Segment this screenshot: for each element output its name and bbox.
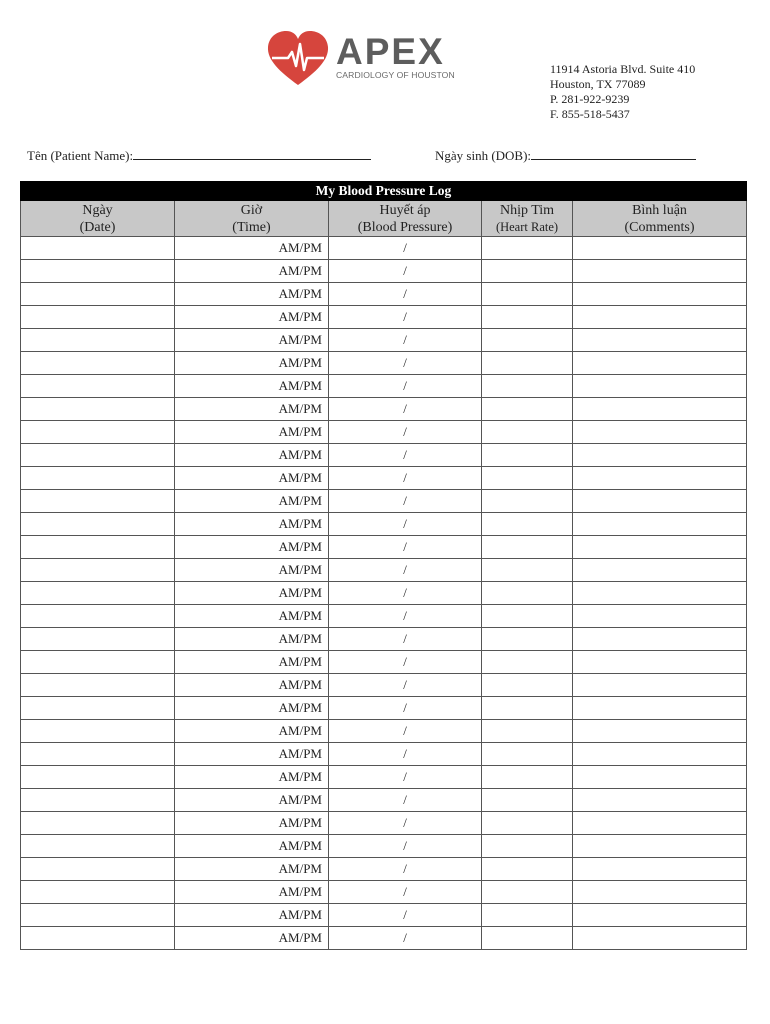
date-cell[interactable]: [21, 467, 175, 490]
table-row: [21, 674, 747, 697]
comments-cell[interactable]: [573, 536, 747, 559]
blood-pressure-cell[interactable]: /: [329, 582, 482, 605]
table-row: [21, 881, 747, 904]
heart-rate-cell[interactable]: [482, 858, 573, 881]
blood-pressure-cell[interactable]: /: [329, 352, 482, 375]
blood-pressure-cell[interactable]: /: [329, 237, 482, 260]
heart-rate-cell[interactable]: [482, 743, 573, 766]
comments-cell[interactable]: [573, 812, 747, 835]
date-cell[interactable]: [21, 789, 175, 812]
date-cell[interactable]: [21, 559, 175, 582]
heart-rate-cell[interactable]: [482, 881, 573, 904]
table-row: [21, 421, 747, 444]
date-cell[interactable]: [21, 812, 175, 835]
blood-pressure-cell[interactable]: /: [329, 421, 482, 444]
table-row: [21, 858, 747, 881]
brand-name: APEX: [336, 31, 445, 72]
comments-cell[interactable]: [573, 260, 747, 283]
comments-cell[interactable]: [573, 858, 747, 881]
table-row: [21, 467, 747, 490]
blood-pressure-cell[interactable]: /: [329, 789, 482, 812]
table-row: [21, 720, 747, 743]
blood-pressure-cell[interactable]: /: [329, 559, 482, 582]
date-cell[interactable]: [21, 237, 175, 260]
table-row: [21, 697, 747, 720]
time-cell[interactable]: AM/PM: [175, 490, 329, 513]
heart-rate-cell[interactable]: [482, 306, 573, 329]
time-cell[interactable]: AM/PM: [175, 467, 329, 490]
column-header-date: Ngày (Date): [21, 201, 175, 237]
comments-cell[interactable]: [573, 237, 747, 260]
date-cell[interactable]: [21, 881, 175, 904]
heart-rate-cell[interactable]: [482, 835, 573, 858]
date-cell[interactable]: [21, 352, 175, 375]
comments-cell[interactable]: [573, 835, 747, 858]
time-cell[interactable]: AM/PM: [175, 812, 329, 835]
time-cell[interactable]: AM/PM: [175, 398, 329, 421]
date-cell[interactable]: [21, 904, 175, 927]
date-cell[interactable]: [21, 766, 175, 789]
blood-pressure-cell[interactable]: /: [329, 674, 482, 697]
table-row: [21, 904, 747, 927]
date-cell[interactable]: [21, 651, 175, 674]
table-row: [21, 927, 747, 950]
heart-rate-cell[interactable]: [482, 559, 573, 582]
time-cell[interactable]: AM/PM: [175, 927, 329, 950]
blood-pressure-cell[interactable]: /: [329, 766, 482, 789]
blood-pressure-cell[interactable]: /: [329, 398, 482, 421]
heart-rate-cell[interactable]: [482, 260, 573, 283]
heart-rate-cell[interactable]: [482, 398, 573, 421]
column-header-heart-rate: Nhịp Tim (Heart Rate): [482, 201, 573, 237]
comments-cell[interactable]: [573, 421, 747, 444]
table-row: [21, 237, 747, 260]
time-cell[interactable]: AM/PM: [175, 697, 329, 720]
date-cell[interactable]: [21, 421, 175, 444]
blood-pressure-cell[interactable]: /: [329, 835, 482, 858]
time-cell[interactable]: AM/PM: [175, 835, 329, 858]
date-cell[interactable]: [21, 582, 175, 605]
heart-rate-cell[interactable]: [482, 237, 573, 260]
blood-pressure-cell[interactable]: /: [329, 697, 482, 720]
comments-cell[interactable]: [573, 329, 747, 352]
heart-rate-cell[interactable]: [482, 605, 573, 628]
patient-name-blank[interactable]: [133, 149, 371, 160]
heart-rate-cell[interactable]: [482, 789, 573, 812]
date-cell[interactable]: [21, 605, 175, 628]
comments-cell[interactable]: [573, 628, 747, 651]
time-cell[interactable]: AM/PM: [175, 904, 329, 927]
comments-cell[interactable]: [573, 927, 747, 950]
time-cell[interactable]: AM/PM: [175, 513, 329, 536]
date-cell[interactable]: [21, 697, 175, 720]
blood-pressure-cell[interactable]: /: [329, 375, 482, 398]
blood-pressure-cell[interactable]: /: [329, 651, 482, 674]
time-cell[interactable]: AM/PM: [175, 352, 329, 375]
dob-label: Ngày sinh (DOB):: [435, 148, 532, 163]
table-row: [21, 352, 747, 375]
time-cell[interactable]: AM/PM: [175, 421, 329, 444]
comments-cell[interactable]: [573, 375, 747, 398]
blood-pressure-cell[interactable]: /: [329, 628, 482, 651]
heart-rate-cell[interactable]: [482, 490, 573, 513]
comments-cell[interactable]: [573, 789, 747, 812]
heart-rate-cell[interactable]: [482, 375, 573, 398]
blood-pressure-cell[interactable]: /: [329, 812, 482, 835]
heart-rate-cell[interactable]: [482, 467, 573, 490]
time-cell[interactable]: AM/PM: [175, 720, 329, 743]
blood-pressure-cell[interactable]: /: [329, 881, 482, 904]
time-cell[interactable]: AM/PM: [175, 766, 329, 789]
table-row: [21, 444, 747, 467]
table-row: [21, 789, 747, 812]
column-header-blood-pressure: Huyết áp (Blood Pressure): [329, 201, 482, 237]
comments-cell[interactable]: [573, 766, 747, 789]
blood-pressure-cell[interactable]: /: [329, 467, 482, 490]
table-row: [21, 651, 747, 674]
heart-rate-cell[interactable]: [482, 651, 573, 674]
time-cell[interactable]: AM/PM: [175, 789, 329, 812]
date-cell[interactable]: [21, 628, 175, 651]
comments-cell[interactable]: [573, 352, 747, 375]
blood-pressure-cell[interactable]: /: [329, 536, 482, 559]
time-cell[interactable]: AM/PM: [175, 559, 329, 582]
heart-rate-cell[interactable]: [482, 352, 573, 375]
table-row: [21, 375, 747, 398]
date-cell[interactable]: [21, 490, 175, 513]
time-cell[interactable]: AM/PM: [175, 881, 329, 904]
heart-rate-cell[interactable]: [482, 766, 573, 789]
comments-cell[interactable]: [573, 444, 747, 467]
comments-cell[interactable]: [573, 720, 747, 743]
table-row: [21, 835, 747, 858]
column-header-time: Giờ (Time): [175, 201, 329, 237]
patient-name-label: Tên (Patient Name):: [27, 148, 134, 163]
column-header-comments: Bình luận (Comments): [573, 201, 747, 237]
date-cell[interactable]: [21, 835, 175, 858]
comments-cell[interactable]: [573, 490, 747, 513]
phone-number: P. 281-922-9239: [550, 92, 630, 106]
time-cell[interactable]: AM/PM: [175, 858, 329, 881]
comments-cell[interactable]: [573, 881, 747, 904]
blood-pressure-cell[interactable]: /: [329, 444, 482, 467]
heart-rate-cell[interactable]: [482, 329, 573, 352]
comments-cell[interactable]: [573, 283, 747, 306]
date-cell[interactable]: [21, 743, 175, 766]
date-cell[interactable]: [21, 858, 175, 881]
blood-pressure-cell[interactable]: /: [329, 306, 482, 329]
blood-pressure-log-table: [20, 181, 747, 950]
blood-pressure-cell[interactable]: /: [329, 260, 482, 283]
time-cell[interactable]: AM/PM: [175, 743, 329, 766]
date-cell[interactable]: [21, 375, 175, 398]
heart-rate-cell[interactable]: [482, 513, 573, 536]
dob-field: [435, 148, 696, 164]
heart-rate-cell[interactable]: [482, 536, 573, 559]
fax-number: F. 855-518-5437: [550, 107, 630, 121]
blood-pressure-cell[interactable]: /: [329, 513, 482, 536]
comments-cell[interactable]: [573, 559, 747, 582]
blood-pressure-cell[interactable]: /: [329, 490, 482, 513]
table-row: [21, 628, 747, 651]
date-cell[interactable]: [21, 513, 175, 536]
date-cell[interactable]: [21, 927, 175, 950]
log-title: My Blood Pressure Log: [21, 182, 747, 201]
comments-cell[interactable]: [573, 697, 747, 720]
time-cell[interactable]: AM/PM: [175, 582, 329, 605]
time-cell[interactable]: AM/PM: [175, 260, 329, 283]
heart-rate-cell[interactable]: [482, 927, 573, 950]
heart-rate-cell[interactable]: [482, 444, 573, 467]
time-cell[interactable]: AM/PM: [175, 375, 329, 398]
date-cell[interactable]: [21, 720, 175, 743]
time-cell[interactable]: AM/PM: [175, 283, 329, 306]
table-row: [21, 605, 747, 628]
date-cell[interactable]: [21, 444, 175, 467]
heart-rate-cell[interactable]: [482, 582, 573, 605]
table-row: [21, 743, 747, 766]
comments-cell[interactable]: [573, 398, 747, 421]
time-cell[interactable]: AM/PM: [175, 628, 329, 651]
time-cell[interactable]: AM/PM: [175, 329, 329, 352]
table-row: [21, 398, 747, 421]
time-cell[interactable]: AM/PM: [175, 674, 329, 697]
table-row: [21, 260, 747, 283]
blood-pressure-cell[interactable]: /: [329, 904, 482, 927]
time-cell[interactable]: AM/PM: [175, 306, 329, 329]
comments-cell[interactable]: [573, 306, 747, 329]
comments-cell[interactable]: [573, 582, 747, 605]
date-cell[interactable]: [21, 536, 175, 559]
date-cell[interactable]: [21, 283, 175, 306]
log-rows: [21, 237, 747, 950]
date-cell[interactable]: [21, 398, 175, 421]
dob-blank[interactable]: [531, 149, 696, 160]
time-cell[interactable]: AM/PM: [175, 536, 329, 559]
blood-pressure-cell[interactable]: /: [329, 605, 482, 628]
comments-cell[interactable]: [573, 605, 747, 628]
patient-name-field: [27, 148, 371, 164]
brand-tagline: CARDIOLOGY OF HOUSTON: [336, 70, 455, 80]
time-cell[interactable]: AM/PM: [175, 444, 329, 467]
table-row: [21, 283, 747, 306]
heart-rate-cell[interactable]: [482, 697, 573, 720]
blood-pressure-cell[interactable]: /: [329, 927, 482, 950]
blood-pressure-cell[interactable]: /: [329, 858, 482, 881]
address-line1: 11914 Astoria Blvd. Suite 410: [550, 62, 696, 76]
table-row: [21, 582, 747, 605]
comments-cell[interactable]: [573, 467, 747, 490]
comments-cell[interactable]: [573, 651, 747, 674]
heart-rate-cell[interactable]: [482, 628, 573, 651]
time-cell[interactable]: AM/PM: [175, 651, 329, 674]
blood-pressure-cell[interactable]: /: [329, 283, 482, 306]
comments-cell[interactable]: [573, 674, 747, 697]
comments-cell[interactable]: [573, 513, 747, 536]
date-cell[interactable]: [21, 329, 175, 352]
comments-cell[interactable]: [573, 904, 747, 927]
apex-logo: [266, 30, 455, 88]
clinic-address: [550, 62, 695, 122]
time-cell[interactable]: AM/PM: [175, 237, 329, 260]
table-row: [21, 490, 747, 513]
table-row: [21, 812, 747, 835]
date-cell[interactable]: [21, 306, 175, 329]
table-row: [21, 766, 747, 789]
heart-rate-cell[interactable]: [482, 812, 573, 835]
time-cell[interactable]: AM/PM: [175, 605, 329, 628]
table-row: [21, 306, 747, 329]
date-cell[interactable]: [21, 260, 175, 283]
heart-rate-cell[interactable]: [482, 283, 573, 306]
comments-cell[interactable]: [573, 743, 747, 766]
table-row: [21, 536, 747, 559]
heart-ecg-icon: [266, 30, 330, 88]
blood-pressure-cell[interactable]: /: [329, 720, 482, 743]
table-row: [21, 559, 747, 582]
heart-rate-cell[interactable]: [482, 720, 573, 743]
address-line2: Houston, TX 77089: [550, 77, 646, 91]
table-row: [21, 329, 747, 352]
table-row: [21, 513, 747, 536]
heart-rate-cell[interactable]: [482, 674, 573, 697]
date-cell[interactable]: [21, 674, 175, 697]
blood-pressure-cell[interactable]: /: [329, 329, 482, 352]
heart-rate-cell[interactable]: [482, 904, 573, 927]
blood-pressure-cell[interactable]: /: [329, 743, 482, 766]
heart-rate-cell[interactable]: [482, 421, 573, 444]
